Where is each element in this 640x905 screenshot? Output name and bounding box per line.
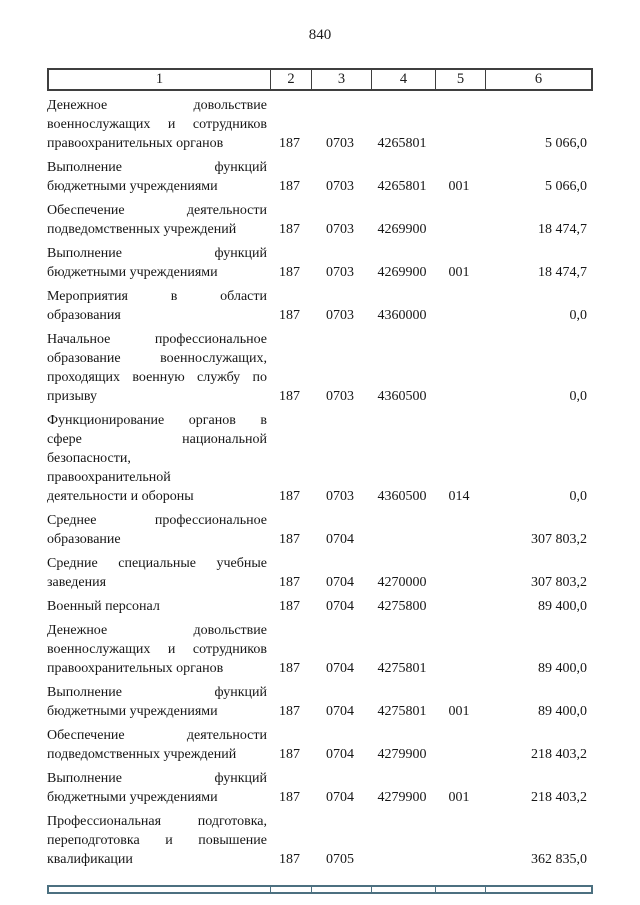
table-row bbox=[47, 683, 593, 721]
cell-target-article: 4269900 bbox=[377, 265, 427, 280]
cell-name bbox=[47, 411, 269, 506]
cell-amount: 0,0 bbox=[569, 308, 587, 323]
name-line: бюджетными учреждениями bbox=[47, 179, 218, 194]
cell-section: 0703 bbox=[326, 136, 354, 151]
cell-chapter: 187 bbox=[279, 222, 300, 237]
next-table-cell-border bbox=[486, 887, 591, 892]
cell-amount: 0,0 bbox=[569, 489, 587, 504]
name-line: Выполнение функций bbox=[47, 246, 267, 261]
cell-target-article: 4360000 bbox=[377, 308, 427, 323]
name-line: Обеспечение деятельности bbox=[47, 728, 267, 743]
header-cell-3: 3 bbox=[312, 70, 372, 89]
cell-chapter: 187 bbox=[279, 661, 300, 676]
name-line: правоохранительных органов bbox=[47, 661, 224, 676]
cell-amount: 218 403,2 bbox=[531, 747, 587, 762]
cell-amount: 307 803,2 bbox=[531, 532, 587, 547]
cell-chapter: 187 bbox=[279, 747, 300, 762]
name-line: Денежное довольствие bbox=[47, 98, 267, 113]
name-line: заведения bbox=[47, 575, 107, 590]
name-line: правоохранительных органов bbox=[47, 136, 224, 151]
table-body bbox=[47, 96, 593, 869]
cell-amount: 362 835,0 bbox=[531, 852, 587, 867]
table-row bbox=[47, 158, 593, 196]
table-row bbox=[47, 330, 593, 406]
table-row bbox=[47, 201, 593, 239]
cell-section: 0703 bbox=[326, 222, 354, 237]
table-header-row bbox=[47, 68, 593, 91]
cell-target-article: 4360500 bbox=[377, 489, 427, 504]
cell-expense-type: 001 bbox=[448, 179, 470, 194]
cell-chapter: 187 bbox=[279, 489, 300, 504]
cell-target-article: 4269900 bbox=[377, 222, 427, 237]
cell-amount: 18 474,7 bbox=[538, 222, 587, 237]
table-row bbox=[47, 812, 593, 869]
cell-target-article: 4279900 bbox=[377, 790, 427, 805]
name-line: безопасности, bbox=[47, 451, 131, 466]
cell-section: 0703 bbox=[326, 265, 354, 280]
cell-name bbox=[47, 683, 269, 721]
cell-target-article: 4275801 bbox=[377, 704, 427, 719]
name-line: образование военнослужащих, bbox=[47, 351, 267, 366]
cell-amount: 89 400,0 bbox=[538, 661, 587, 676]
cell-name bbox=[47, 96, 269, 153]
header-cell-6: 6 bbox=[534, 71, 543, 87]
name-line: Начальное профессиональное bbox=[47, 332, 267, 347]
cell-amount: 5 066,0 bbox=[545, 136, 587, 151]
cell-name bbox=[47, 287, 269, 325]
next-table-cell-border bbox=[436, 887, 486, 892]
cell-chapter: 187 bbox=[279, 532, 300, 547]
name-line: Выполнение функций bbox=[47, 160, 267, 175]
table-row bbox=[47, 621, 593, 678]
cell-target-article: 4265801 bbox=[377, 179, 427, 194]
name-line: Выполнение функций bbox=[47, 771, 267, 786]
cell-name bbox=[47, 769, 269, 807]
cell-target-article: 4265801 bbox=[377, 136, 427, 151]
cell-target-article: 4270000 bbox=[377, 575, 427, 590]
name-line: Денежное довольствие bbox=[47, 623, 267, 638]
name-line: деятельности и обороны bbox=[47, 489, 194, 504]
name-line: Среднее профессиональное bbox=[47, 513, 267, 528]
name-line: сфере национальной bbox=[47, 432, 267, 447]
name-line: военнослужащих и сотрудников bbox=[47, 117, 267, 132]
cell-chapter: 187 bbox=[279, 136, 300, 151]
cell-section: 0704 bbox=[326, 747, 354, 762]
table-row bbox=[47, 411, 593, 506]
name-line: подведомственных учреждений bbox=[47, 747, 237, 762]
table-row bbox=[47, 244, 593, 282]
table-row bbox=[47, 511, 593, 549]
cell-chapter: 187 bbox=[279, 179, 300, 194]
cell-expense-type: 001 bbox=[448, 790, 470, 805]
cell-name bbox=[47, 726, 269, 764]
name-line: бюджетными учреждениями bbox=[47, 265, 218, 280]
name-line: Военный персонал bbox=[47, 599, 160, 614]
cell-amount: 89 400,0 bbox=[538, 704, 587, 719]
name-line: Средние специальные учебные bbox=[47, 556, 267, 571]
name-line: призыву bbox=[47, 389, 98, 404]
budget-table bbox=[47, 68, 593, 869]
cell-section: 0704 bbox=[326, 532, 354, 547]
cell-name bbox=[47, 597, 269, 616]
cell-chapter: 187 bbox=[279, 852, 300, 867]
header-cell-5: 5 bbox=[436, 70, 486, 89]
name-line: Мероприятия в области bbox=[47, 289, 267, 304]
cell-name bbox=[47, 511, 269, 549]
cell-target-article: 4279900 bbox=[377, 747, 427, 762]
cell-amount: 218 403,2 bbox=[531, 790, 587, 805]
name-line: квалификации bbox=[47, 852, 133, 867]
table-row bbox=[47, 726, 593, 764]
cell-target-article: 4275801 bbox=[377, 661, 427, 676]
name-line: проходящих военную службу по bbox=[47, 370, 267, 385]
cell-target-article: 4360500 bbox=[377, 389, 427, 404]
cell-section: 0703 bbox=[326, 389, 354, 404]
name-line: Функционирование органов в bbox=[47, 413, 267, 428]
name-line: Профессиональная подготовка, bbox=[47, 814, 267, 829]
cell-name bbox=[47, 621, 269, 678]
table-row bbox=[47, 769, 593, 807]
next-table-cell-border bbox=[312, 887, 372, 892]
cell-section: 0704 bbox=[326, 790, 354, 805]
cell-name bbox=[47, 201, 269, 239]
name-line: Обеспечение деятельности bbox=[47, 203, 267, 218]
cell-chapter: 187 bbox=[279, 575, 300, 590]
name-line: подведомственных учреждений bbox=[47, 222, 237, 237]
table-row bbox=[47, 554, 593, 592]
cell-chapter: 187 bbox=[279, 790, 300, 805]
next-table-cell-border bbox=[49, 887, 271, 892]
cell-section: 0705 bbox=[326, 852, 354, 867]
cell-chapter: 187 bbox=[279, 389, 300, 404]
cell-chapter: 187 bbox=[279, 265, 300, 280]
cell-section: 0703 bbox=[326, 179, 354, 194]
table-row bbox=[47, 597, 593, 616]
header-cell-1: 1 bbox=[49, 70, 271, 89]
cell-name bbox=[47, 554, 269, 592]
name-line: правоохранительной bbox=[47, 470, 171, 485]
name-line: переподготовка и повышение bbox=[47, 833, 267, 848]
cell-section: 0704 bbox=[326, 599, 354, 614]
page-number: 840 bbox=[308, 27, 332, 43]
header-cell-2: 2 bbox=[271, 70, 312, 89]
name-line: Выполнение функций bbox=[47, 685, 267, 700]
cell-section: 0703 bbox=[326, 489, 354, 504]
next-table-cell-border bbox=[271, 887, 312, 892]
name-line: бюджетными учреждениями bbox=[47, 790, 218, 805]
cell-amount: 307 803,2 bbox=[531, 575, 587, 590]
next-table-top-border bbox=[47, 885, 593, 894]
next-table-cell-border bbox=[372, 887, 436, 892]
cell-name bbox=[47, 812, 269, 869]
name-line: образования bbox=[47, 308, 121, 323]
cell-chapter: 187 bbox=[279, 308, 300, 323]
cell-section: 0704 bbox=[326, 661, 354, 676]
cell-target-article: 4275800 bbox=[377, 599, 427, 614]
cell-section: 0704 bbox=[326, 575, 354, 590]
cell-amount: 0,0 bbox=[569, 389, 587, 404]
cell-amount: 18 474,7 bbox=[538, 265, 587, 280]
cell-name bbox=[47, 244, 269, 282]
cell-chapter: 187 bbox=[279, 599, 300, 614]
cell-expense-type: 001 bbox=[448, 704, 470, 719]
table-row bbox=[47, 96, 593, 153]
cell-chapter: 187 bbox=[279, 704, 300, 719]
table-row bbox=[47, 287, 593, 325]
cell-section: 0703 bbox=[326, 308, 354, 323]
name-line: бюджетными учреждениями bbox=[47, 704, 218, 719]
header-cell-4: 4 bbox=[372, 70, 436, 89]
name-line: образование bbox=[47, 532, 121, 547]
cell-amount: 5 066,0 bbox=[545, 179, 587, 194]
cell-expense-type: 014 bbox=[448, 489, 470, 504]
cell-section: 0704 bbox=[326, 704, 354, 719]
cell-name bbox=[47, 158, 269, 196]
name-line: военнослужащих и сотрудников bbox=[47, 642, 267, 657]
cell-expense-type: 001 bbox=[448, 265, 470, 280]
cell-amount: 89 400,0 bbox=[538, 599, 587, 614]
cell-name bbox=[47, 330, 269, 406]
